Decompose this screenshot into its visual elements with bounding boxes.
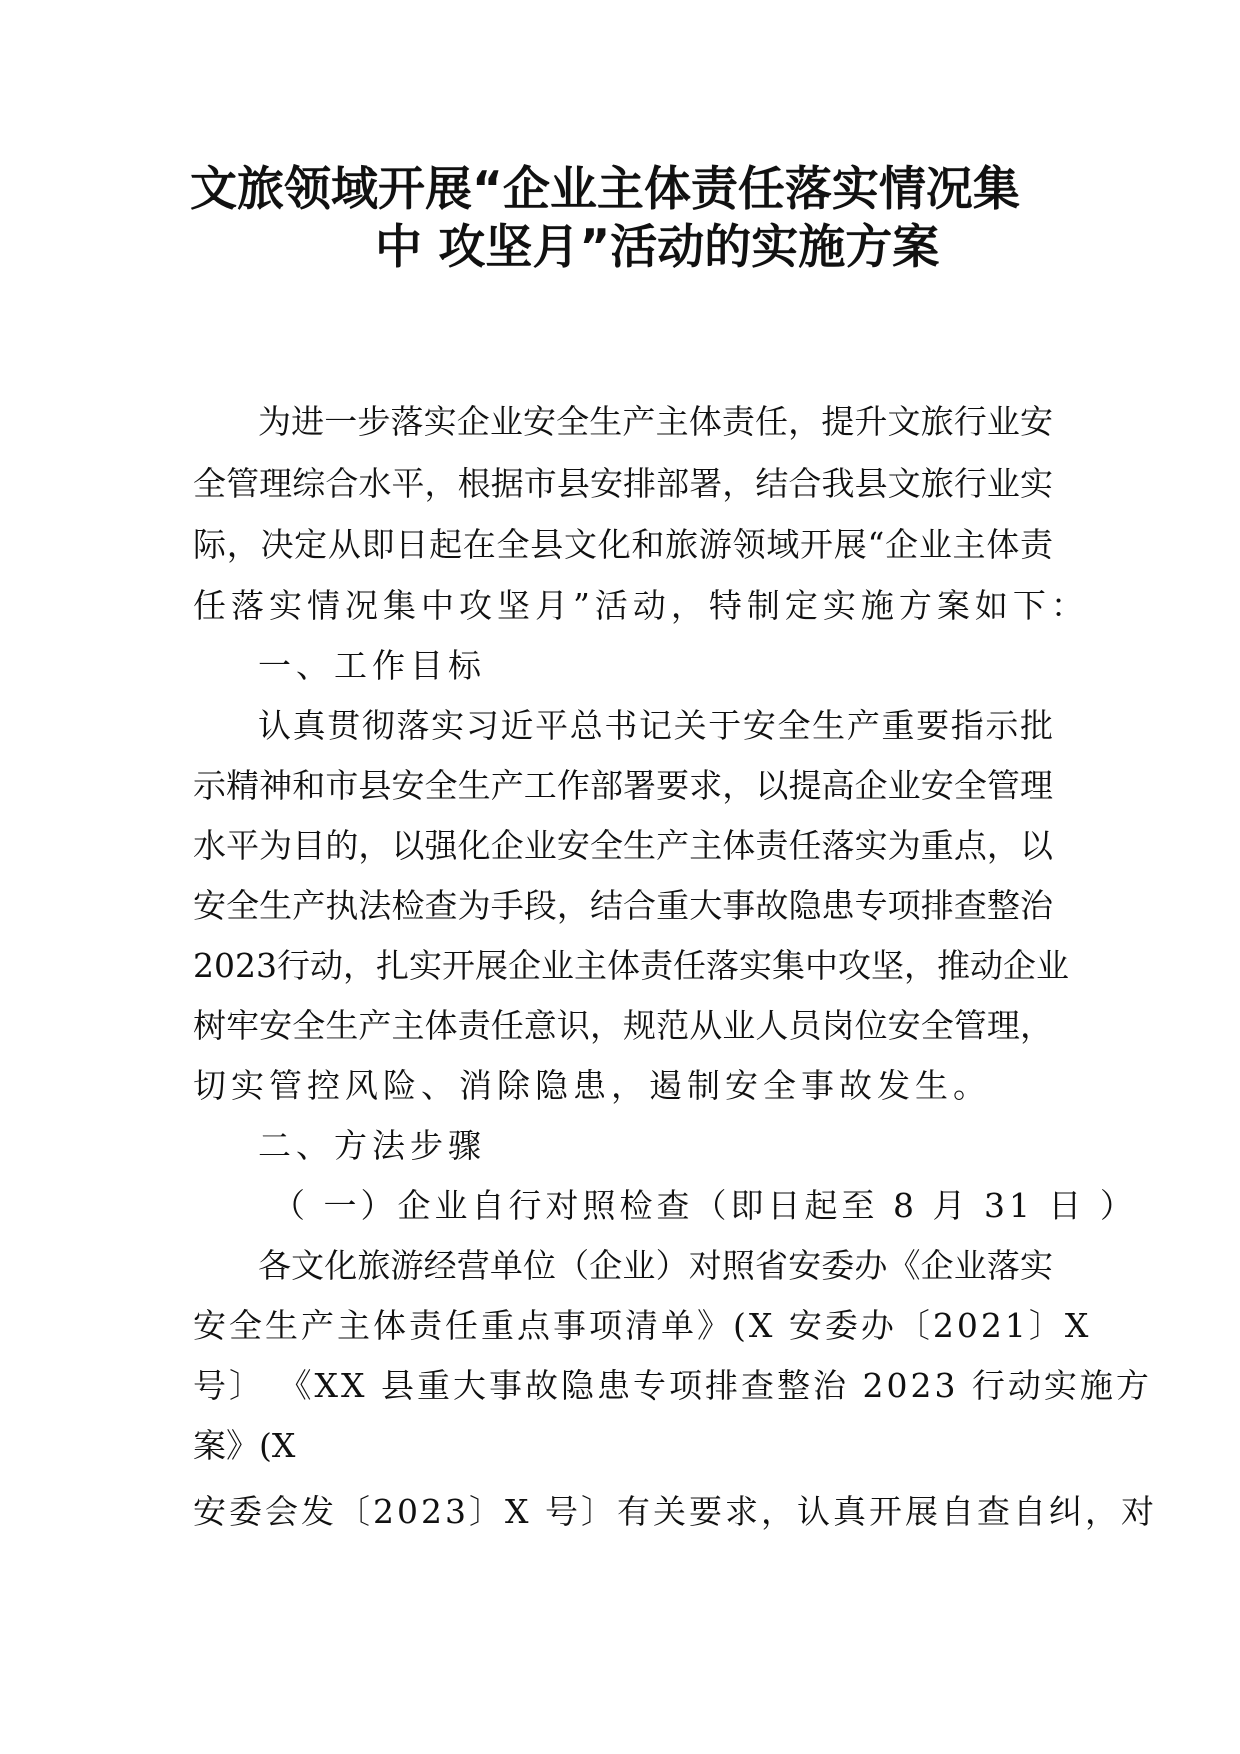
paragraph-line: 切实管控风险、消除隐患，遏制安全事故发生。	[193, 1066, 991, 1105]
paragraph-line: 安委会发〔2023〕X 号〕有关要求，认真开展自查自纠，对	[193, 1492, 1157, 1531]
paragraph-line: 际，决定从即日起在全县文化和旅游领域开展“企业主体责	[193, 525, 1053, 564]
paragraph-line: 为进一步落实企业安全生产主体责任，提升文旅行业安	[258, 402, 1053, 441]
paragraph-line: 号〕 《XX 县重大事故隐患专项排查整治 2023 行动实施方	[193, 1366, 1152, 1405]
paragraph-line: 安全生产主体责任重点事项清单》(X 安委办〔2021〕X	[193, 1306, 1092, 1345]
section-heading: 一、工作目标	[258, 646, 486, 685]
document-title-line-1: 文旅领域开展“企业主体责任落实情况集	[190, 162, 1020, 217]
paragraph-line: 案》(X	[193, 1426, 296, 1465]
paragraph-line: 水平为目的，以强化企业安全生产主体责任落实为重点，以	[193, 826, 1053, 865]
paragraph-line: 全管理综合水平，根据市县安排部署，结合我县文旅行业实	[193, 464, 1053, 503]
paragraph-line: 树牢安全生产主体责任意识，规范从业人员岗位安全管理，	[193, 1006, 1053, 1045]
paragraph-line: 示精神和市县安全生产工作部署要求，以提高企业安全管理	[193, 766, 1053, 805]
subsection-heading: （ 一）企业自行对照检查（即日起至 8 月 31 日 ）	[272, 1186, 1137, 1225]
section-heading: 二、方法步骤	[258, 1126, 486, 1165]
paragraph-line: 2023行动，扎实开展企业主体责任落实集中攻坚，推动企业	[193, 946, 1069, 985]
paragraph-line: 任落实情况集中攻坚月”活动，特制定实施方案如下：	[193, 586, 1089, 625]
paragraph-line: 各文化旅游经营单位（企业）对照省安委办《企业落实	[258, 1246, 1053, 1285]
document-title-line-2: 中 攻坚月”活动的实施方案	[375, 220, 940, 275]
paragraph-line: 认真贯彻落实习近平总书记关于安全生产重要指示批	[258, 706, 1053, 745]
paragraph-line: 安全生产执法检查为手段，结合重大事故隐患专项排查整治	[193, 886, 1053, 925]
